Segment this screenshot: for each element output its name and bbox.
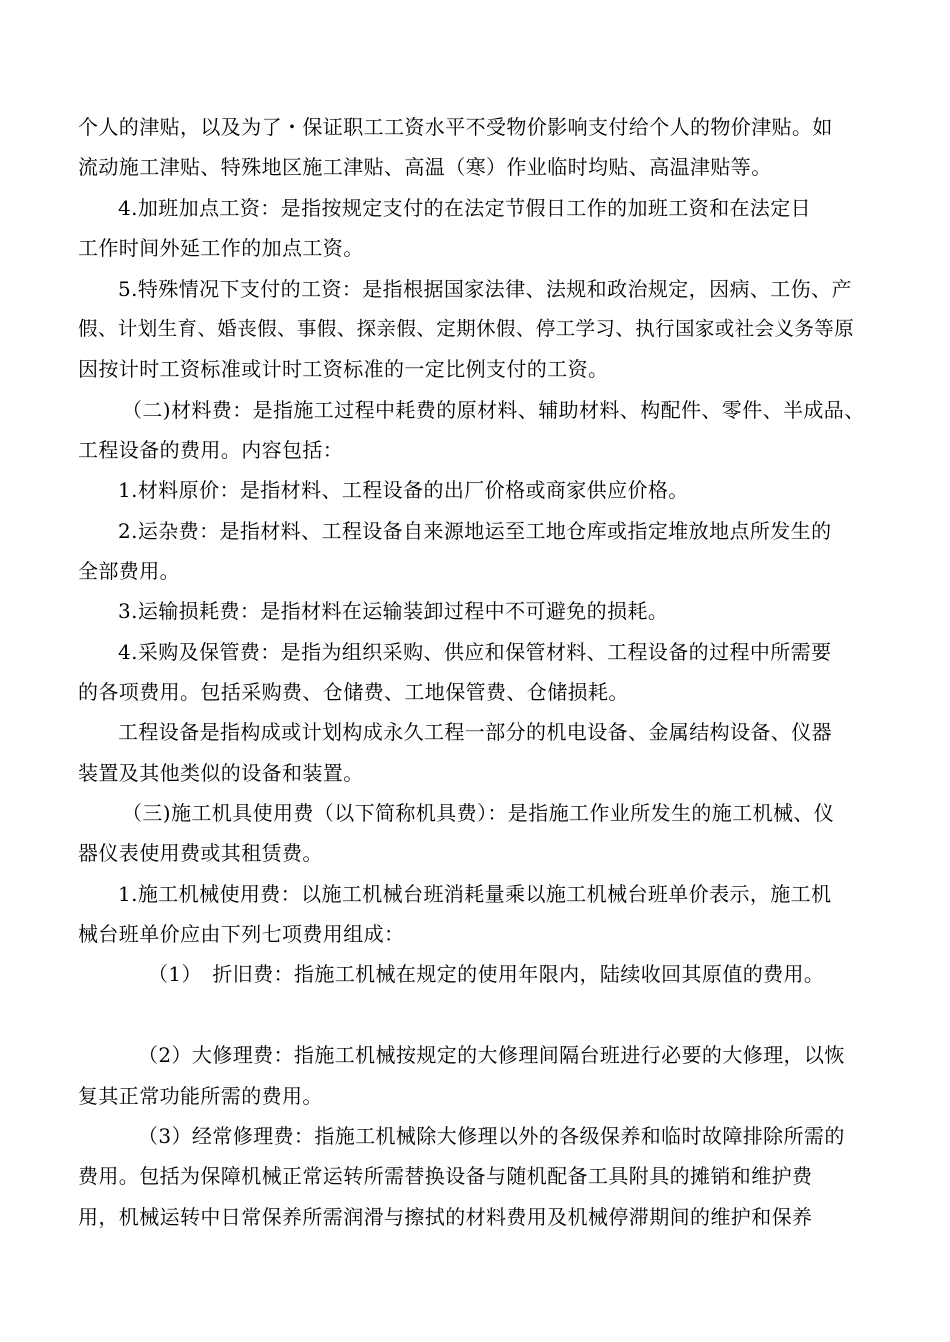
- text-line: （3）经常修理费：指施工机械除大修理以外的各级保养和临时故障排除所需的: [138, 1124, 845, 1148]
- text-line: 的各项费用。包括采购费、仓储费、工地保管费、仓储损耗。: [78, 680, 629, 704]
- text-line: 复其正常功能所需的费用。: [78, 1084, 323, 1108]
- text-line: 流动施工津贴、特殊地区施工津贴、高温（寒）作业临时均贴、高温津贴等。: [78, 155, 772, 179]
- text-line: 装置及其他类似的设备和装置。: [78, 761, 364, 785]
- text-line: 工程设备的费用。内容包括：: [78, 438, 344, 462]
- text-line: 用，机械运转中日常保养所需润滑与擦拭的材料费用及机械停滞期间的维护和保养: [78, 1205, 813, 1229]
- text-line: 4.加班加点工资：是指按规定支付的在法定节假日工作的加班工资和在法定日: [118, 196, 812, 220]
- text-line: 因按计时工资标准或计时工资标准的一定比例支付的工资。: [78, 357, 609, 381]
- text-line: （1） 折旧费：指施工机械在规定的使用年限内，陆续收回其原值的费用。: [148, 962, 825, 986]
- text-line: 个人的津贴，以及为了・保证职工工资水平不受物价影响支付给个人的物价津贴。如: [78, 115, 833, 139]
- text-line: 工作时间外延工作的加点工资。: [78, 236, 364, 260]
- text-line: 工程设备是指构成或计划构成永久工程一部分的机电设备、金属结构设备、仪器: [118, 720, 832, 744]
- text-line: 假、计划生育、婚丧假、事假、探亲假、定期休假、停工学习、执行国家或社会义务等原: [78, 317, 855, 340]
- text-line: 全部费用。: [78, 559, 180, 583]
- text-line: （2）大修理费：指施工机械按规定的大修理间隔台班进行必要的大修理，以恢: [138, 1043, 845, 1067]
- text-line: 4.采购及保管费：是指为组织采购、供应和保管材料、工程设备的过程中所需要: [118, 640, 832, 664]
- text-line: 5.特殊情况下支付的工资：是指根据国家法律、法规和政治规定，因病、工伤、产: [118, 277, 852, 301]
- text-line: 3.运输损耗费：是指材料在运输装卸过程中不可避免的损耗。: [118, 599, 669, 623]
- text-line: 1.材料原价：是指材料、工程设备的出厂价格或商家供应价格。: [118, 478, 689, 502]
- text-line: （三)施工机具使用费（以下简称机具费）：是指施工作业所发生的施工机械、仪: [122, 801, 835, 825]
- text-line: 械台班单价应由下列七项费用组成：: [78, 922, 405, 946]
- text-line: 2.运杂费：是指材料、工程设备自来源地运至工地仓库或指定堆放地点所发生的: [118, 519, 832, 543]
- text-line: （二)材料费：是指施工过程中耗费的原材料、辅助材料、构配件、零件、半成品、: [122, 398, 865, 422]
- text-line: 器仪表使用费或其租赁费。: [78, 841, 323, 865]
- text-line: 1.施工机械使用费：以施工机械台班消耗量乘以施工机械台班单价表示，施工机: [118, 882, 832, 906]
- text-line: 费用。包括为保障机械正常运转所需替换设备与随机配备工具附具的摊销和维护费: [78, 1164, 813, 1188]
